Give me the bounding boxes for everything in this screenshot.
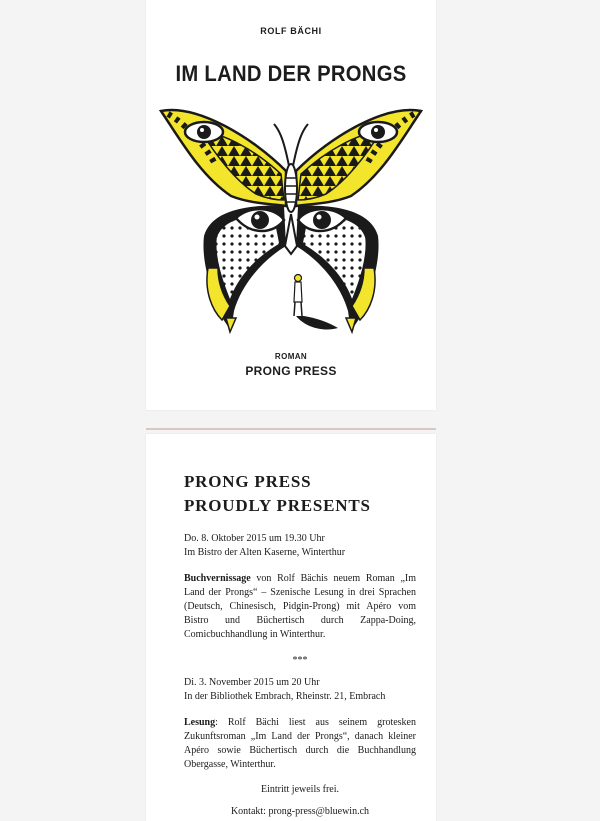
flyer-headline-line1: PRONG PRESS bbox=[184, 472, 312, 491]
event2-description: : Rolf Bächi liest aus seinem grotesken Zukunftsroman „Im Land der Prongs“, danach kleiner Apéro sowie Büchertisch durch die Buchhandlung Obergasse, Winterthur. bbox=[184, 717, 416, 770]
butterfly-illustration bbox=[156, 96, 426, 346]
cover-genre: ROMAN bbox=[274, 352, 308, 361]
event1-description: von Rolf Bächis neuem Roman „Im Land der Prongs“ – Szenische Lesung in drei Sprachen (Deutsch, Chinesisch, Pidgin-Prong) mit Apéro vom Bistro und Büchertisch durch Zappa-Doing, Comicbuchhandlung in Winterthur. bbox=[184, 573, 416, 640]
entry-note: Eintritt jeweils frei. bbox=[260, 784, 340, 795]
section-separator: *** bbox=[292, 655, 308, 666]
event1-description-block bbox=[184, 572, 416, 642]
event1-date: Do. 8. Oktober 2015 um 19.30 Uhr bbox=[184, 533, 325, 544]
cover-publisher: PRONG PRESS bbox=[245, 364, 337, 378]
event2-venue: In der Bibliothek Embrach, Rheinstr. 21, Embrach bbox=[184, 691, 386, 702]
event1-venue: Im Bistro der Alten Kaserne, Winterthur bbox=[184, 547, 346, 558]
event-flyer bbox=[146, 434, 436, 821]
event2-label: Lesung bbox=[184, 717, 216, 728]
event1-label: Buchvernissage bbox=[184, 573, 251, 584]
cover-title: IM LAND DER PRONGS bbox=[175, 61, 407, 86]
cover-author: ROLF BÄCHI bbox=[260, 26, 322, 36]
flyer-headline-line2: PROUDLY PRESENTS bbox=[184, 496, 371, 515]
event2-description-block bbox=[184, 716, 416, 772]
page-divider bbox=[146, 428, 436, 430]
event2-date: Di. 3. November 2015 um 20 Uhr bbox=[184, 677, 320, 688]
book-cover bbox=[146, 0, 436, 410]
contact-email: Kontakt: prong-press@bluewin.ch bbox=[230, 806, 370, 817]
